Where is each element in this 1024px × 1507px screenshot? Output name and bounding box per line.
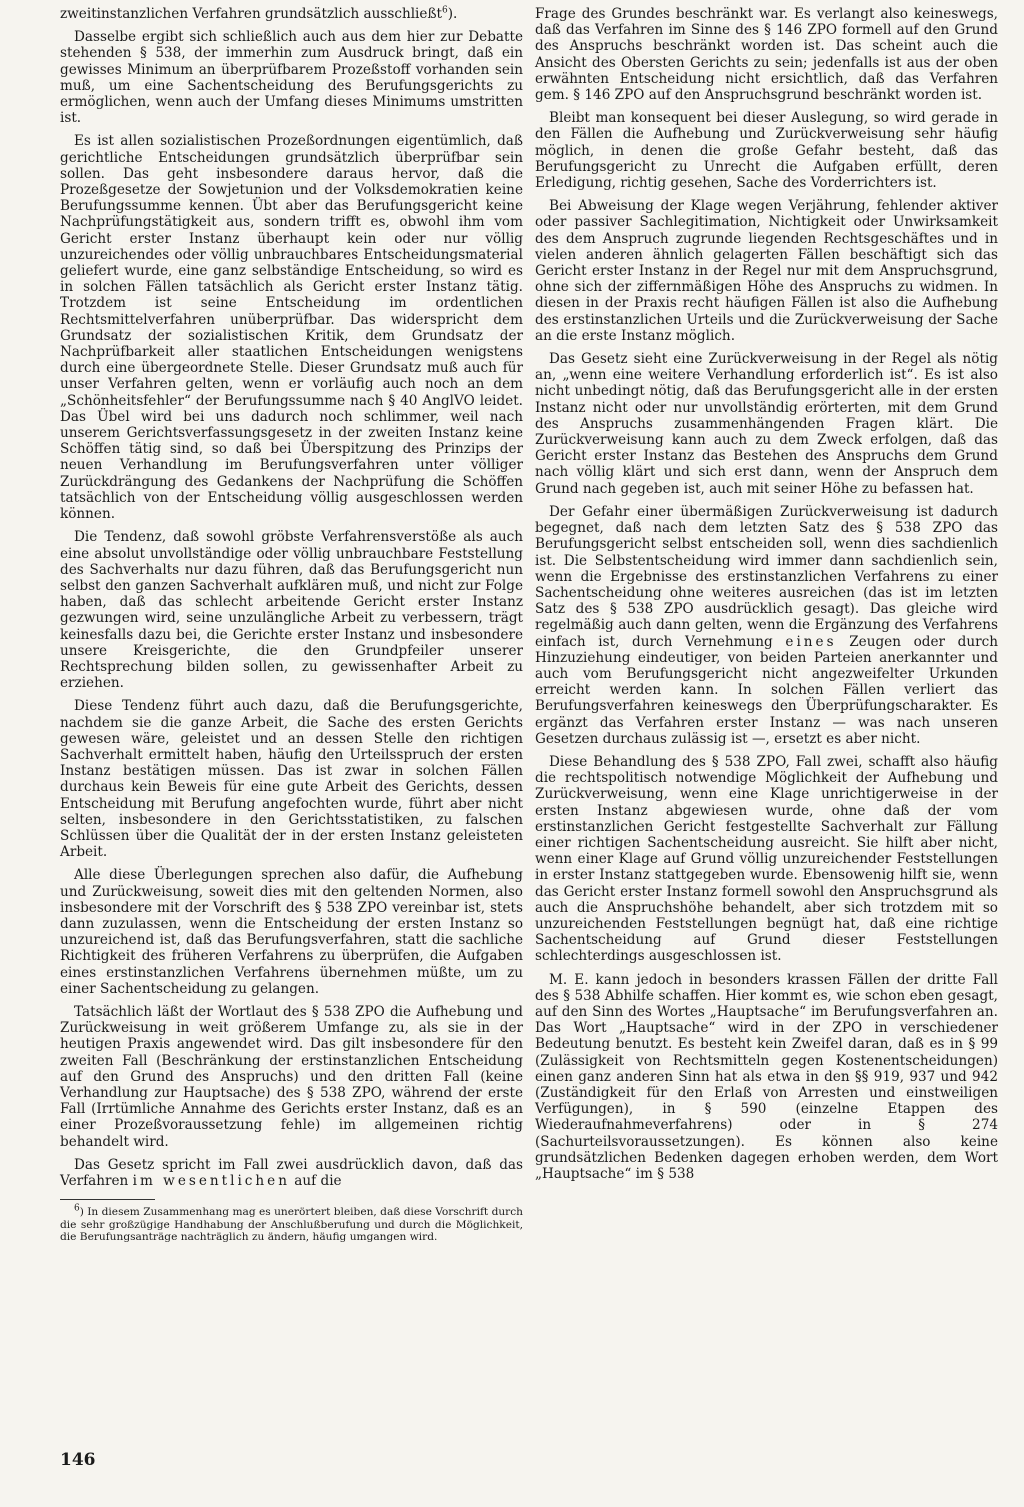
paragraph: Alle diese Überlegungen sprechen also dafür, die Aufhebung und Zurückweisung, soweit dies mit den geltenden Normen, also insbesondere mit der Vorschrift des § 538 ZPO vereinbar ist, stets dann zuzulassen, wenn die Entscheidung der ersten Instanz so unzureichend ist, daß das Berufungsverfahren, statt die sachliche Richtigkeit des früheren Verfahrens zu überprüfen, die Aufgaben eines erstinstanzlichen Verfahrens übernehmen müßte, um zu einer Sachentscheidung zu gelangen. (60, 867, 523, 997)
paragraph: Das Gesetz spricht im Fall zwei ausdrücklich davon, daß das Verfahren im wesentlichen auf die (60, 1156, 523, 1190)
emphasized-text: im wesentlichen (132, 1173, 290, 1190)
footnote-divider (60, 1199, 155, 1200)
paragraph: Das Gesetz sieht eine Zurückverweisung in der Regel als nötig an, „wenn eine weitere Verhandlung erforderlich ist“. Es ist also nicht unbedingt nötig, daß das Berufungsgericht alle in der ersten Instanz nicht oder nur unvollständig erörterten, mit dem Grund des Anspruchs zusammenhängenden Fragen klärt. Die Zurückverweisung kann auch zu dem Zweck erfolgen, daß das Gericht erster Instanz das Bestehen des Anspruchs dem Grund nach völlig klärt und sich erst dann, wenn der Anspruch dem Grund nach gegeben ist, auch mit seiner Höhe zu befassen hat. (535, 351, 998, 497)
paragraph: Diese Behandlung des § 538 ZPO, Fall zwei, schafft also häufig die rechtspolitisch notwendige Möglichkeit der Aufhebung und Zurückverweisung, wenn eine Klage unrichtigerweise in der ersten Instanz abgewiesen wurde, ohne daß der vom erstinstanzlichen Gericht festgestellte Sachverhalt zur Fällung einer richtigen Sachentscheidung ausreicht. Sie hilft aber nicht, wenn einer Klage auf Grund völlig unzureichender Feststellungen in erster Instanz stattgegeben wurde. Ebensowenig hilft sie, wenn das Gericht erster Instanz formell sowohl den Anspruchsgrund als auch die Anspruchshöhe behandelt, aber sich trotzdem mit so unzureichenden Feststellungen begnügt hat, daß eine richtige Sachentscheidung auf Grund dieser Feststellungen schlechterdings ausgeschlossen ist. (535, 753, 998, 965)
paragraph: Dasselbe ergibt sich schließlich auch aus dem hier zur Debatte stehenden § 538, der immerhin zum Ausdruck bringt, daß ein gewisses Minimum an überprüfbarem Prozeßstoff vorhanden sein muß, um eine Sachentscheidung des Berufungsgerichts zu ermöglichen, wenn auch der Umfang dieses Minimums umstritten ist. (60, 29, 523, 127)
paragraph: Bei Abweisung der Klage wegen Verjährung, fehlender aktiver oder passiver Sachlegitimation, Nichtigkeit oder Unwirksamkeit des dem Anspruch zugrunde liegenden Rechtsgeschäftes und in vielen anderen ähnlich gelagerten Fällen beschäftigt sich das Gericht erster Instanz in der Regel nur mit dem Anspruchsgrund, ohne sich der ziffernmäßigen Höhe des Anspruchs zu widmen. In diesen in der Praxis recht häufigen Fällen ist also die Aufhebung des erstinstanzlichen Urteils und die Zurückverweisung der Sache an die erste Instanz möglich. (535, 198, 998, 344)
paragraph: M. E. kann jedoch in besonders krassen Fällen der dritte Fall des § 538 Abhilfe schaffen. Hier kommt es, wie schon eben gesagt, auf den Sinn des Wortes „Hauptsache“ im Berufungsverfahren an. Das Wort „Hauptsache“ wird in der ZPO in verschiedener Bedeutung benutzt. Es besteht kein Zweifel daran, daß es in § 99 (Zulässigkeit von Rechtsmitteln gegen Kostenentscheidungen) einen ganz anderen Sinn hat als etwa in den §§ 919, 937 und 942 (Zuständigkeit für den Erlaß von Arresten und einstweiligen Verfügungen), in § 590 (einzelne Etappen des Wiederaufnahmeverfahrens) oder in § 274 (Sachurteilsvoraussetzungen). Es können also keine grundsätzlichen Bedenken dagegen erhoben werden, dem Wort „Hauptsache“ im § 538 (535, 971, 998, 1183)
paragraph: Frage des Grundes beschränkt war. Es verlangt also keineswegs, daß das Verfahren im Sinne des § 146 ZPO formell auf den Grund des Anspruchs beschränkt worden ist. Das scheint auch die Ansicht des Obersten Gerichts zu sein; jedenfalls ist aus der oben erwähnten Entscheidung nicht ersichtlich, daß das Verfahren gem. § 146 ZPO auf den Anspruchsgrund beschränkt worden ist. (535, 6, 998, 104)
paragraph: Der Gefahr einer übermäßigen Zurückverweisung ist dadurch begegnet, daß nach dem letzten Satz des § 538 ZPO das Berufungsgericht selbst entscheiden soll, wenn dies sachdienlich ist. Die Selbstentscheidung wird immer dann sachdienlich sein, wenn die Ergebnisse des erstinstanzlichen Verfahrens zu einer Sachentscheidung ohne weiteres ausreichen (das ist im letzten Satz des § 538 ZPO ausdrücklich gesagt). Das gleiche wird regelmäßig auch dann gelten, wenn die Ergänzung des Verfahrens einfach ist, durch Vernehmung eines Zeugen oder durch Hinzuziehung eindeutiger, von beiden Parteien anerkannter und auch vom Berufungsgericht nicht angezweifelter Urkunden erreicht werden kann. In solchen Fällen verliert das Berufungsverfahren keineswegs den Überprüfungscharakter. Es ergänzt das Verfahren erster Instanz — was nach unseren Gesetzen durchaus zulässig ist —, ersetzt es aber nicht. (535, 503, 998, 747)
emphasized-text: eines (785, 633, 837, 650)
paragraph: Diese Tendenz führt auch dazu, daß die Berufungsgerichte, nachdem sie die ganze Arbeit, die Sache des ersten Gerichts gewesen wäre, geleistet und an dessen Stelle den richtigen Sachverhalt ermittelt haben, häufig den Urteilsspruch der ersten Instanz bestätigen müssen. Das ist zwar in solchen Fällen durchaus kein Beweis für eine gute Arbeit des Gerichts, dessen Entscheidung mit Berufung angefochten wurde, führt aber nicht selten, insbesondere in den Gerichtsstatistiken, zu falschen Schlüssen über die Qualität der in der ersten Instanz geleisteten Arbeit. (60, 698, 523, 861)
paragraph: Bleibt man konsequent bei dieser Auslegung, so wird gerade in den Fällen die Aufhebung und Zurückverweisung sehr häufig möglich, in denen die große Gefahr besteht, daß das Berufungsgericht zu Unrecht die Aufgaben erfüllt, deren Erledigung, richtig gesehen, Sache des Vorderrichters ist. (535, 110, 998, 192)
paragraph: Die Tendenz, daß sowohl gröbste Verfahrensverstöße als auch eine absolut unvollständige oder völlig unbrauchbare Feststellung des Sachverhalts nur dazu führen, daß das Berufungsgericht nun selbst den ganzen Sachverhalt aufklären muß, und nicht zur Folge haben, daß das schlecht arbeitende Gericht erster Instanz gezwungen wird, seine unzulängliche Arbeit zu verbessern, trägt keinesfalls dazu bei, die Gerichte erster Instanz und insbesondere unsere Kreisgerichte, die den Grundpfeiler unserer Rechtsprechung bilden sollen, zu gewissenhafter Arbeit zu erziehen. (60, 529, 523, 692)
paragraph: zweitinstanzlichen Verfahren grundsätzlich ausschließt$^6$). (60, 5, 458, 22)
page-number: 146 (60, 1450, 96, 1470)
footnote-marker: 6 (74, 1203, 80, 1214)
paragraph: Es ist allen sozialistischen Prozeßordnungen eigentümlich, daß gerichtliche Entscheidungen grundsätzlich überprüfbar sein sollen. Das geht insbesondere daraus hervor, daß die Prozeßgesetze der Sowjetunion und der Volksdemokratien keine Berufungssumme kennen. Übt aber das Berufungsgericht keine Nachprüfungstätigkeit aus, sondern trifft es, obwohl ihm vom Gericht erster Instanz überhaupt kein oder nur völlig unzureichendes oder völlig unbrauchbares Entscheidungsmaterial geliefert wurde, eine ganz selbständige Entscheidung, so wird es in solchen Fällen tatsächlich als Gericht erster Instanz tätig. Trotzdem ist seine Entscheidung im ordentlichen Rechtsmittelverfahren unüberprüfbar. Das widerspricht dem Grundsatz der sozialistischen Kritik, dem Grundsatz der Nachprüfbarkeit aller staatlichen Entscheidungen wenigstens durch eine übergeordnete Stelle. Dieser Grundsatz muß auch für unser Verfahren gelten, wenn er vorläufig auch noch an dem „Schönheitsfehler“ der Berufungssumme nach § 40 AnglVO leidet. Das Übel wird bei uns dadurch noch schlimmer, weil nach unserem Gerichtsverfassungsgesetz in der zweiten Instanz keine Schöffen tätig sind, so daß bei Überspitzung des Prinzips der neuen Verhandlung im Berufungsverfahren unter völliger Zurückdrängung des Gedankens der Nachprüfung die Schöffen tatsächlich von der Entscheidung völlig ausgeschlossen werden können. (60, 133, 523, 523)
footnote: $^6$) In diesem Zusammenhang mag es unerörtert bleiben, daß diese Vorschrift durch die sehr großzügige Handhabung der Anschlußberufung und durch die Möglichkeit, die Berufungsanträge nachträglich zu ändern, häufig umgangen wird. (60, 1203, 523, 1244)
left-column (60, 6, 523, 1251)
footnote-reference: 6 (442, 5, 448, 16)
right-column (535, 6, 998, 1189)
paragraph: Tatsächlich läßt der Wortlaut des § 538 ZPO die Aufhebung und Zurückweisung in weit größerem Umfange zu, als sie in der heutigen Praxis angewendet wird. Das gilt insbesondere für den zweiten Fall (Beschränkung der erstinstanzlichen Entscheidung auf den Grund des Anspruchs) und den dritten Fall (keine Verhandlung zur Hauptsache) des § 538 ZPO, während der erste Fall (Irrtümliche Annahme des Gerichts erster Instanz, daß es an einer Prozeßvoraussetzung fehle) im allgemeinen richtig behandelt wird. (60, 1003, 523, 1150)
